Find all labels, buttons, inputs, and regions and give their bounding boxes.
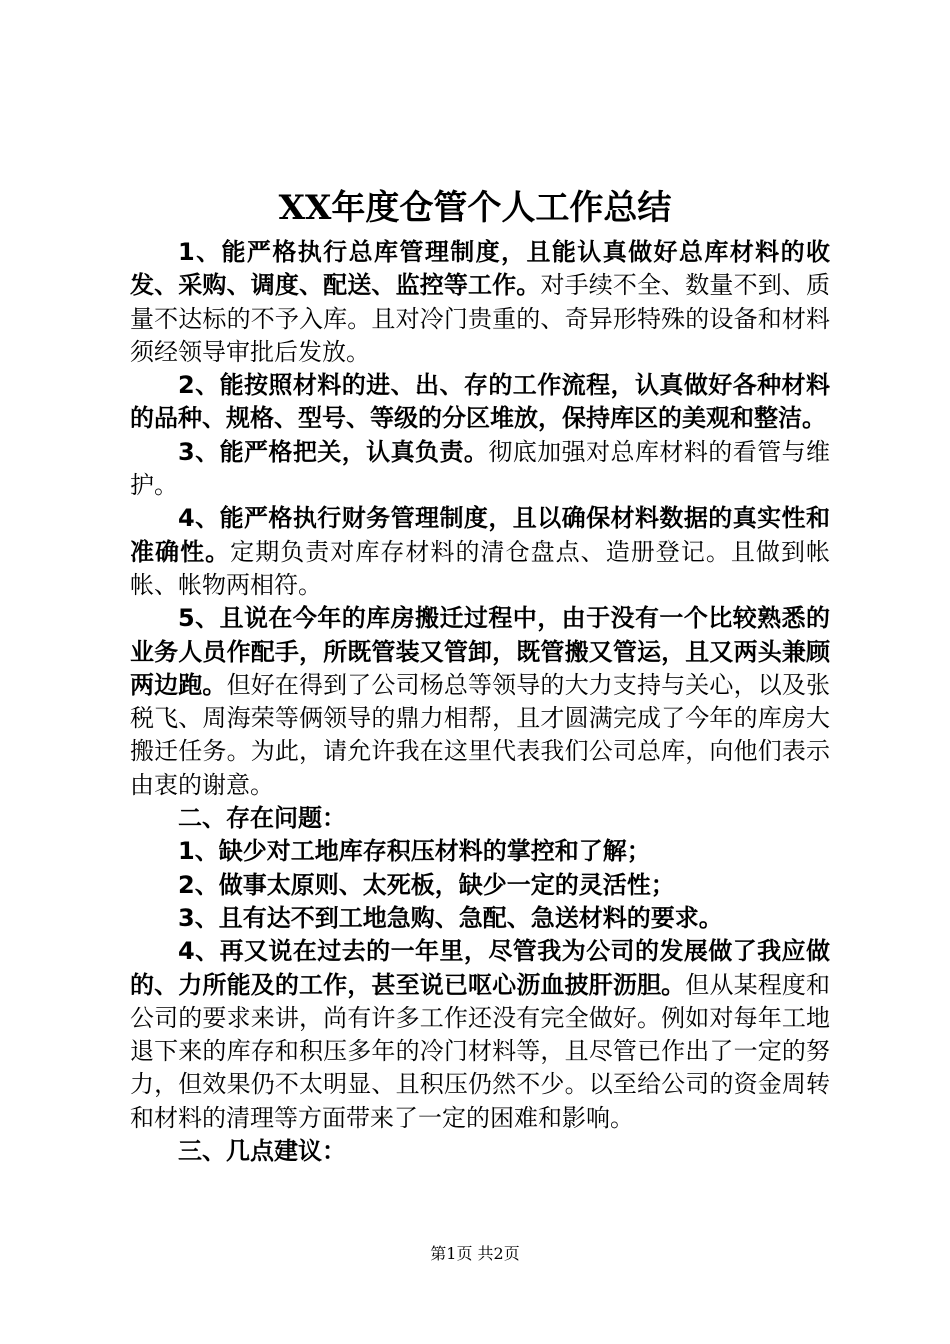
paragraph-1	[130, 236, 830, 369]
paragraph-2	[130, 369, 830, 436]
document-title: XX年度仓管个人工作总结	[278, 188, 672, 228]
paragraph-lead: 5、且说在今年的库房搬迁过程中，由于没有一个比较熟悉的业务人员作配手，所既管装又管卸，既管搬又管运，且又两头兼顾两边跑。	[130, 604, 830, 699]
problem-item-4	[130, 935, 830, 1135]
paragraph-lead: 4、能严格执行财务管理制度，且以确保材料数据的真实性和准确性。	[130, 504, 830, 566]
paragraph-5	[130, 602, 830, 802]
paragraph-lead: 三、几点建议：	[178, 1137, 346, 1166]
problem-item-1	[130, 835, 830, 868]
paragraph-text: 但从某程度和公司的要求来讲，尚有许多工作还没有完全做好。例如对每年工地退下来的库存和积压多年的冷门材料等，且尽管已作出了一定的努力，但效果仍不太明显、且积压仍然不少。以至给公司的资金周转和材料的清理等方面带来了一定的困难和影响。	[130, 970, 831, 1132]
paragraph-lead: 2、做事太原则、太死板，缺少一定的灵活性；	[178, 870, 675, 899]
paragraph-text: 定期负责对库存材料的清仓盘点、造册登记。且做到帐帐、帐物两相符。	[130, 537, 831, 599]
problem-item-3	[130, 902, 830, 935]
paragraph-lead: 1、缺少对工地库存积压材料的掌控和了解；	[178, 837, 651, 866]
paragraph-text: 彻底加强对总库材料的看管与维护。	[130, 437, 831, 500]
paragraph-lead: 3、能严格把关，认真负责。	[178, 437, 489, 466]
page-number: 第1页 共2页	[430, 1244, 520, 1263]
paragraph-4	[130, 502, 830, 602]
paragraph-lead: 3、且有达不到工地急购、急配、急送材料的要求。	[178, 903, 723, 932]
paragraph-text: 但好在得到了公司杨总等领导的大力支持与关心，以及张税飞、周海荣等俩领导的鼎力相帮，且才圆满完成了今年的库房大搬迁任务。为此，请允许我在这里代表我们公司总库，向他们表示由衷的谢意。	[130, 670, 831, 799]
section-heading-problems	[130, 802, 830, 835]
section-heading-suggestions	[130, 1135, 830, 1168]
paragraph-3	[130, 436, 830, 503]
problem-item-2	[130, 869, 830, 902]
paragraph-text: 对手续不全、数量不到、质量不达标的不予入库。且对冷门贵重的、奇异形特殊的设备和材料须经领导审批后发放。	[130, 271, 831, 366]
document-body	[130, 236, 830, 1168]
paragraph-lead: 2、能按照材料的进、出、存的工作流程，认真做好各种材料的品种、规格、型号、等级的分区堆放，保持库区的美观和整洁。	[130, 371, 830, 433]
paragraph-lead: 二、存在问题：	[178, 804, 346, 833]
paragraph-lead: 1、能严格执行总库管理制度，且能认真做好总库材料的收发、采购、调度、配送、监控等工作。	[130, 238, 830, 300]
paragraph-lead: 4、再又说在过去的一年里，尽管我为公司的发展做了我应做的、力所能及的工作，甚至说已呕心沥血披肝沥胆。	[130, 937, 830, 999]
